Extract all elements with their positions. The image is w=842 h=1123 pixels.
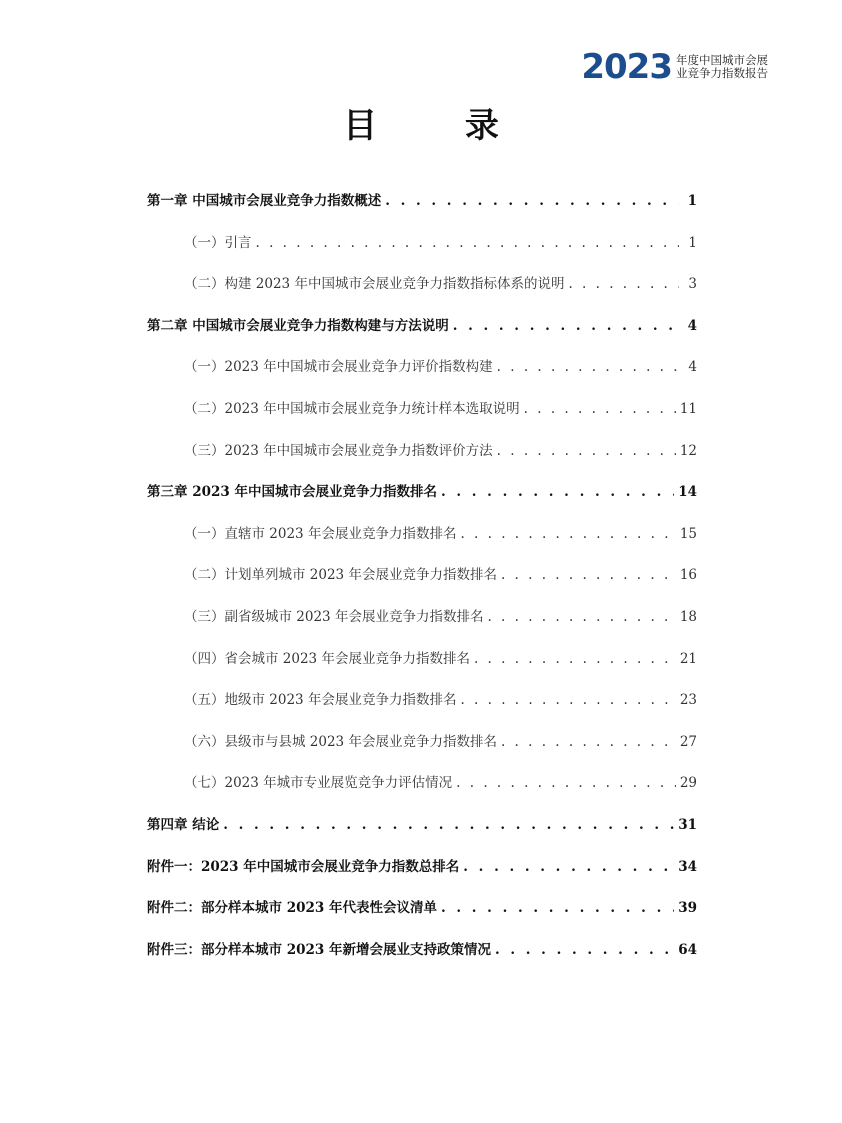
toc-section-entry[interactable] xyxy=(147,683,697,725)
dot-leader xyxy=(460,683,675,717)
toc-entry-label: （一）引言 xyxy=(184,234,252,251)
dot-leader xyxy=(497,434,676,468)
toc-section-entry[interactable] xyxy=(147,267,697,309)
toc-page-number: 1 xyxy=(688,234,697,251)
report-logo xyxy=(581,47,768,87)
page-title: 目 录 xyxy=(343,106,537,146)
toc-page-number: 4 xyxy=(688,359,697,376)
dot-leader xyxy=(524,392,676,426)
toc-section-entry[interactable] xyxy=(147,766,697,808)
dot-leader xyxy=(501,725,676,759)
toc-section-entry[interactable] xyxy=(147,434,697,476)
toc-entry-label: 第四章 结论 xyxy=(147,816,220,833)
toc-entry-label: （五）地级市 2023 年会展业竞争力指数排名 xyxy=(184,692,457,709)
toc-entry-label: （一）直辖市 2023 年会展业竞争力指数排名 xyxy=(184,525,457,542)
toc-chapter-entry[interactable] xyxy=(147,475,697,517)
dot-leader xyxy=(453,309,679,343)
toc-chapter-entry[interactable] xyxy=(147,184,697,226)
toc-entry-label: （六）县级市与县城 2023 年会展业竞争力指数排名 xyxy=(184,733,497,750)
toc-page-number: 23 xyxy=(679,692,697,709)
toc-page-number: 11 xyxy=(679,400,697,417)
toc-page-number: 3 xyxy=(688,276,697,293)
logo-year: 2023 xyxy=(581,47,672,87)
toc-chapter-entry[interactable] xyxy=(147,933,697,975)
toc-page-number: 4 xyxy=(687,317,697,334)
dot-leader xyxy=(456,766,676,800)
toc-chapter-entry[interactable] xyxy=(147,808,697,850)
toc-section-entry[interactable] xyxy=(147,392,697,434)
toc-section-entry[interactable] xyxy=(147,558,697,600)
dot-leader xyxy=(495,933,674,967)
dot-leader xyxy=(463,850,674,884)
logo-line-1: 年度中国城市会展 xyxy=(676,53,768,67)
dot-leader xyxy=(441,475,674,509)
logo-text xyxy=(676,54,768,80)
dot-leader xyxy=(256,226,680,260)
toc-entry-label: 第一章 中国城市会展业竞争力指数概述 xyxy=(147,193,382,209)
toc-section-entry[interactable] xyxy=(147,642,697,684)
dot-leader xyxy=(474,642,676,676)
dot-leader xyxy=(385,184,679,218)
toc-entry-label: 第二章 中国城市会展业竞争力指数构建与方法说明 xyxy=(147,317,449,334)
logo-line-2: 业竞争力指数报告 xyxy=(676,66,768,80)
toc-section-entry[interactable] xyxy=(147,226,697,268)
toc-entry-label: （三）副省级城市 2023 年会展业竞争力指数排名 xyxy=(184,608,484,625)
toc-entry-label: （七）2023 年城市专业展览竞争力评估情况 xyxy=(184,775,453,792)
toc-entry-label: 附件一：2023 年中国城市会展业竞争力指数总排名 xyxy=(147,858,460,875)
dot-leader xyxy=(487,600,675,634)
toc-page-number: 64 xyxy=(678,941,697,958)
dot-leader xyxy=(223,808,674,842)
toc-entry-label: （二）2023 年中国城市会展业竞争力统计样本选取说明 xyxy=(184,400,520,417)
toc-page-number: 29 xyxy=(679,775,697,792)
toc-entry-label: 第三章 2023 年中国城市会展业竞争力指数排名 xyxy=(147,484,437,501)
toc-page-number: 16 xyxy=(679,567,697,584)
toc-page-number: 27 xyxy=(679,733,697,750)
toc-page-number: 1 xyxy=(687,193,697,209)
toc-page-number: 15 xyxy=(679,525,697,542)
dot-leader xyxy=(497,350,679,384)
toc-entry-label: （一）2023 年中国城市会展业竞争力评价指数构建 xyxy=(184,359,493,376)
toc-page-number: 34 xyxy=(678,858,697,875)
toc-section-entry[interactable] xyxy=(147,517,697,559)
table-of-contents xyxy=(147,184,697,974)
toc-section-entry[interactable] xyxy=(147,600,697,642)
dot-leader xyxy=(441,891,674,925)
toc-page-number: 14 xyxy=(678,484,697,501)
toc-page-number: 31 xyxy=(678,816,697,833)
dot-leader xyxy=(568,267,679,301)
toc-chapter-entry[interactable] xyxy=(147,891,697,933)
toc-page-number: 12 xyxy=(679,442,697,459)
toc-entry-label: （二）构建 2023 年中国城市会展业竞争力指数指标体系的说明 xyxy=(184,276,565,293)
toc-page-number: 18 xyxy=(679,608,697,625)
toc-chapter-entry[interactable] xyxy=(147,850,697,892)
toc-section-entry[interactable] xyxy=(147,350,697,392)
dot-leader xyxy=(501,558,676,592)
toc-entry-label: （三）2023 年中国城市会展业竞争力指数评价方法 xyxy=(184,442,493,459)
toc-page-number: 39 xyxy=(678,900,697,917)
toc-chapter-entry[interactable] xyxy=(147,309,697,351)
toc-page-number: 21 xyxy=(679,650,697,667)
toc-entry-label: （二）计划单列城市 2023 年会展业竞争力指数排名 xyxy=(184,567,497,584)
toc-entry-label: 附件三：部分样本城市 2023 年新增会展业支持政策情况 xyxy=(147,941,491,958)
toc-entry-label: （四）省会城市 2023 年会展业竞争力指数排名 xyxy=(184,650,470,667)
toc-section-entry[interactable] xyxy=(147,725,697,767)
dot-leader xyxy=(460,517,675,551)
toc-entry-label: 附件二：部分样本城市 2023 年代表性会议清单 xyxy=(147,900,437,917)
